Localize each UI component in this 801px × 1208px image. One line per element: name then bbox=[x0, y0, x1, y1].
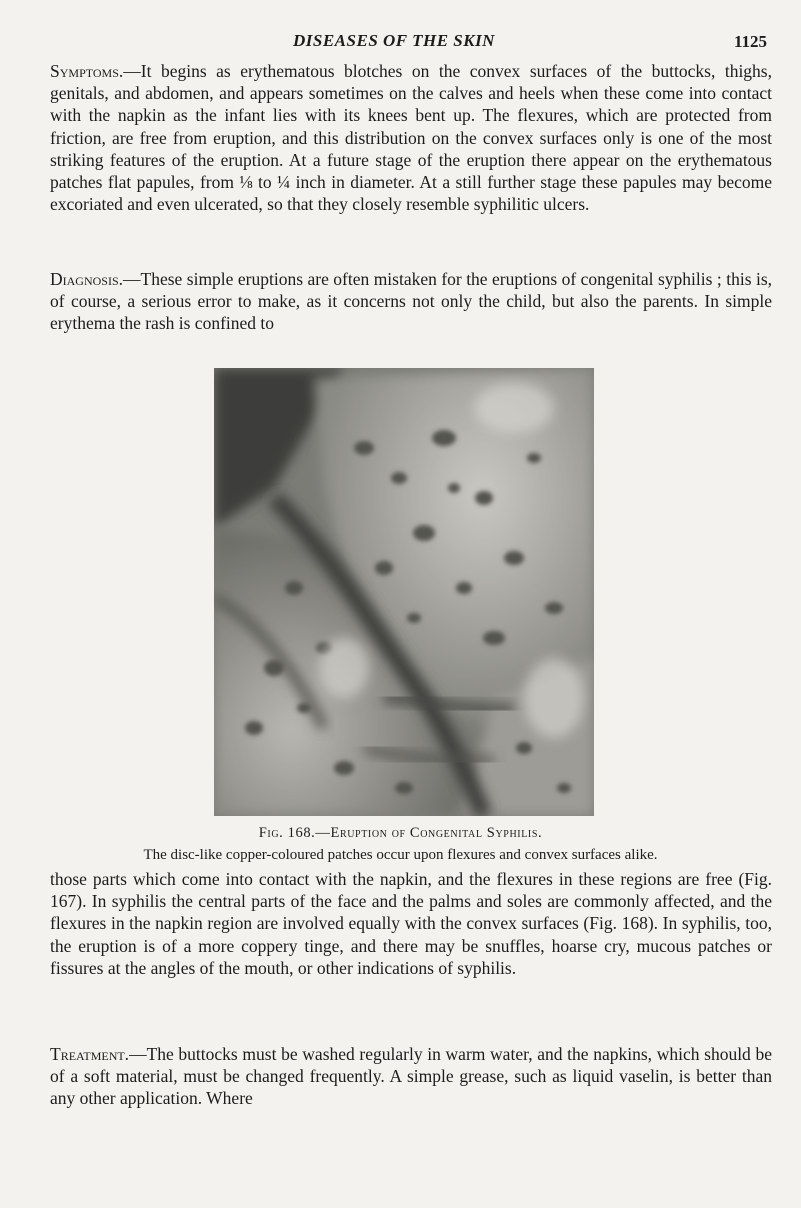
treatment-paragraph bbox=[50, 1043, 772, 1110]
symptoms-heading: Symptoms. bbox=[50, 61, 124, 81]
diagnosis-heading: Diagnosis. bbox=[50, 269, 124, 289]
photograph-illustration bbox=[214, 368, 594, 816]
figure-title: Fig. 168.—Eruption of Congenital Syphilis. bbox=[258, 825, 543, 841]
figure-caption: The disc-like copper-coloured patches occur upon flexures and convex surfaces alike. bbox=[143, 847, 658, 863]
diagnosis-paragraph bbox=[50, 268, 772, 335]
symptoms-paragraph bbox=[50, 60, 772, 215]
symptoms-text: —It begins as erythematous blotches on the convex surfaces of the buttocks, thighs, genitals, and abdomen, and appears sometimes on the calves and heels when these come into contact with the napkin as the infant lies with its knees bent up. The flexures, which are protected from friction, are free from eruption, and this distribution on the convex surfaces only is one of the most striking features of the eruption. At a future stage of the eruption there appear on the erythematous patches flat papules, from ⅛ to ¼ inch in diameter. At a still further stage these papules may become excoriated and even ulcerated, so that they closely resemble syphilitic ulcers. bbox=[50, 61, 772, 215]
treatment-heading: Treatment. bbox=[50, 1044, 130, 1064]
continuation-paragraph: those parts which come into contact with the napkin, and the flexures in these regions are free (Fig. 167). In syphilis the central parts of the face and the palms and soles are commonly affected, and the flexures in the napkin region are involved equally with the convex surfaces (Fig. 168). In syphilis, too, the eruption is of a more coppery tinge, and there may be snuffles, hoarse cry, mucous patches or fissures at the angles of the mouth, or other indications of syphilis. bbox=[50, 869, 772, 978]
clinical-photograph bbox=[214, 368, 594, 816]
treatment-text: —The buttocks must be washed regularly in warm water, and the napkins, which should be of a soft material, must be changed frequently. A simple grease, such as liquid vaselin, is better than any other application. Where bbox=[50, 1044, 772, 1109]
page-number: 1125 bbox=[734, 32, 768, 51]
running-title: DISEASES OF THE SKIN bbox=[293, 31, 495, 50]
diagnosis-text: —These simple eruptions are often mistaken for the eruptions of congenital syphilis ; this is, of course, a serious error to make, as it concerns not only the child, but also the parents. In simple erythema the rash is confined to bbox=[50, 269, 772, 334]
